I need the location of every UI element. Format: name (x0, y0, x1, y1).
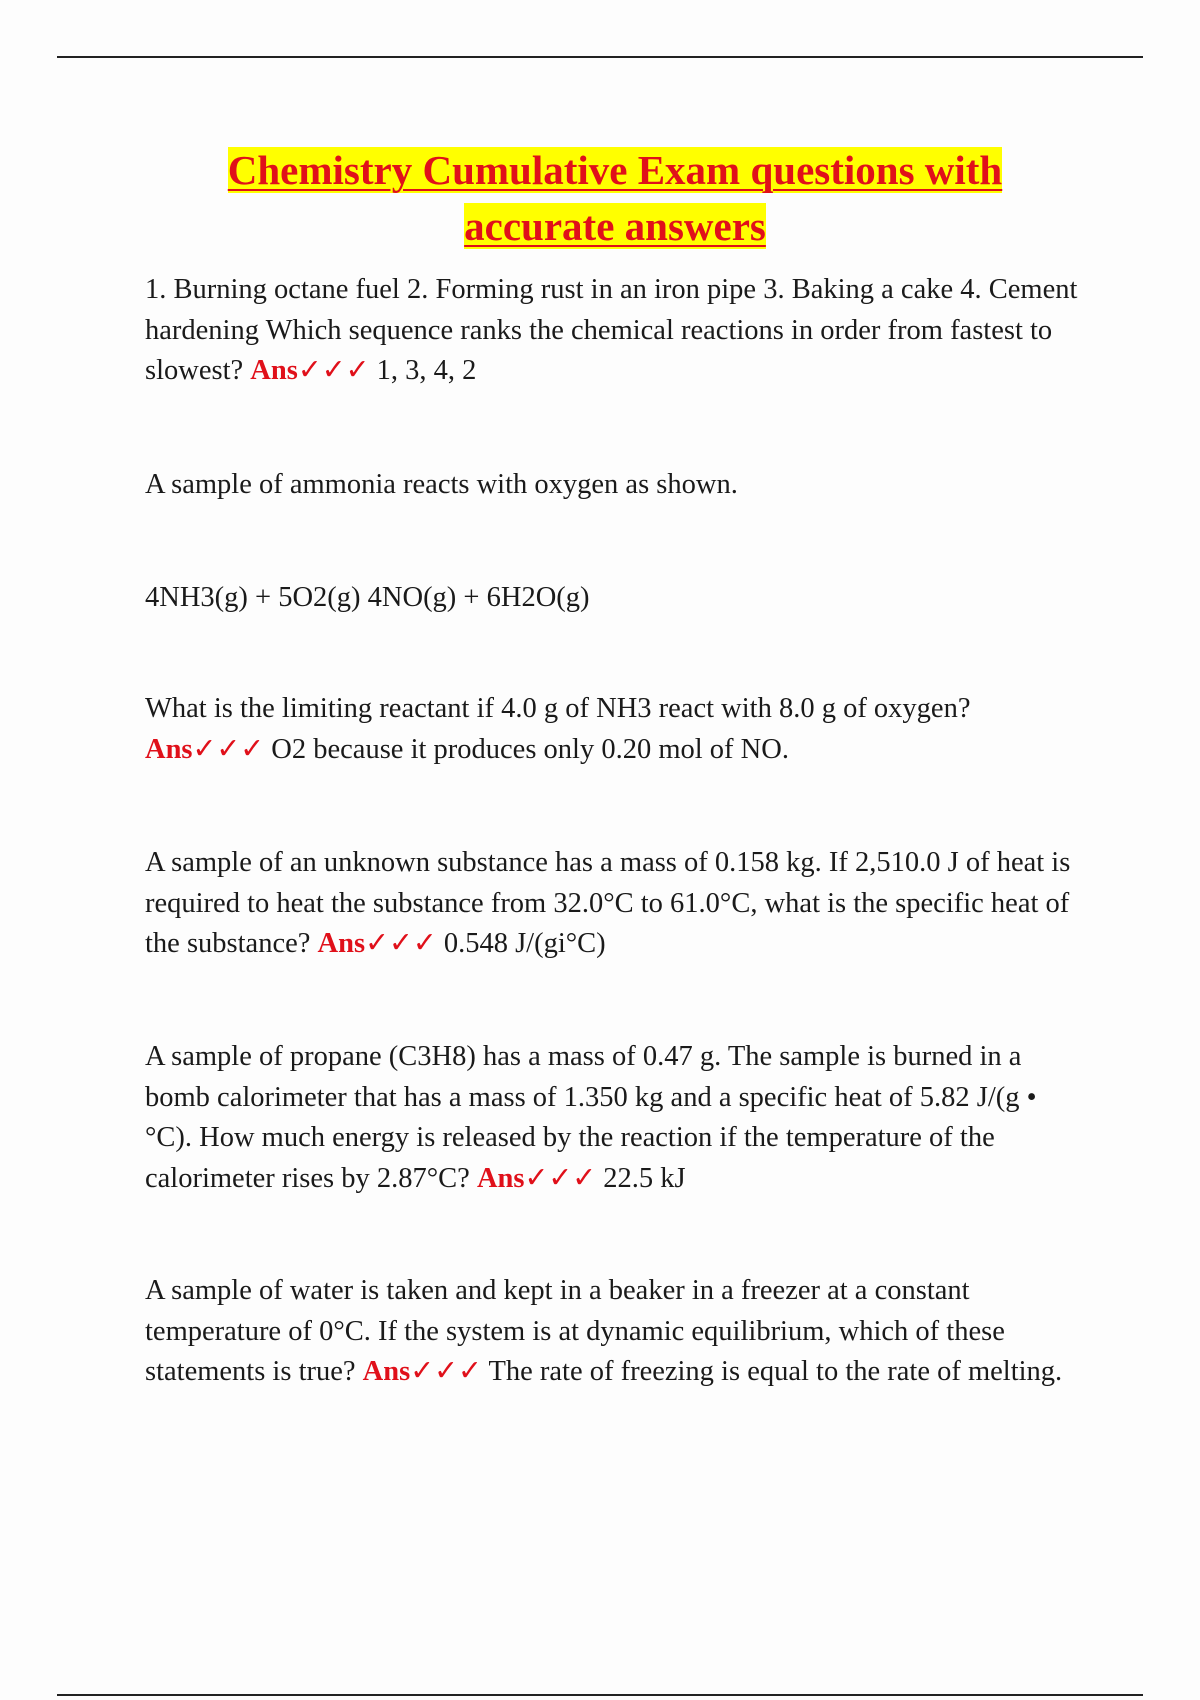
answer-text: O2 because it produces only 0.20 mol of NO. (271, 733, 789, 765)
checkmark-icon: ✓✓✓ (410, 1356, 482, 1387)
question-text: What is the limiting reactant if 4.0 g of NH3 react with 8.0 g of oxygen? (145, 693, 971, 724)
question-item (145, 1037, 1090, 1199)
footer-rule (57, 1694, 1143, 1696)
answer-text: The rate of freezing is equal to the rate of melting. (488, 1356, 1063, 1387)
question-text: A sample of water is taken and kept in a beaker in a freezer at a constant temperature of 0°C. If the system is at dynamic equilibrium, which of these statements is true? (145, 1275, 1005, 1387)
checkmark-icon: ✓✓✓ (297, 355, 370, 386)
header-rule (57, 56, 1143, 58)
question-item (145, 843, 1090, 965)
equation-item (145, 578, 1090, 619)
document-title (120, 142, 1110, 254)
answer-text: 22.5 kJ (603, 1162, 686, 1194)
answer-label: Ans✓✓✓ (145, 733, 265, 765)
title-line-2: accurate answers (464, 203, 766, 249)
checkmark-icon: ✓✓✓ (192, 733, 265, 765)
question-text: 1. Burning octane fuel 2. Forming rust in an iron pipe 3. Baking a cake 4. Cement hardening Which sequence ranks the chemical reactions in order from fastest to slowest? (145, 274, 1078, 386)
question-item (145, 689, 1090, 770)
checkmark-icon: ✓✓✓ (524, 1162, 597, 1194)
answer-label: Ans✓✓✓ (476, 1162, 597, 1194)
answer-text: 0.548 J/(gi°C) (443, 928, 606, 959)
question-text: A sample of an unknown substance has a mass of 0.158 kg. If 2,510.0 J of heat is required to heat the substance from 32.0°C to 61.0°C, what is the specific heat of the substance? (145, 847, 1071, 959)
paragraph-text: A sample of ammonia reacts with oxygen as shown. (145, 469, 738, 500)
text-item (145, 465, 1090, 506)
reaction-equation: 4NH3(g) + 5O2(g) 4NO(g) + 6H2O(g) (145, 582, 590, 613)
checkmark-icon: ✓✓✓ (365, 928, 437, 959)
answer-label: Ans✓✓✓ (362, 1356, 482, 1387)
question-item (145, 1271, 1090, 1393)
answer-label: Ans✓✓✓ (250, 355, 370, 386)
question-item (145, 270, 1090, 392)
answer-label: Ans✓✓✓ (317, 928, 437, 959)
title-line-1: Chemistry Cumulative Exam questions with (227, 147, 1003, 193)
question-text: A sample of propane (C3H8) has a mass of 0.47 g. The sample is burned in a bomb calorimeter that has a mass of 1.350 kg and a specific heat of 5.82 J/(g • °C). How much energy is released by the reaction if the temperature of the calorimeter rises by 2.87°C? (145, 1041, 1037, 1194)
answer-text: 1, 3, 4, 2 (376, 355, 477, 386)
